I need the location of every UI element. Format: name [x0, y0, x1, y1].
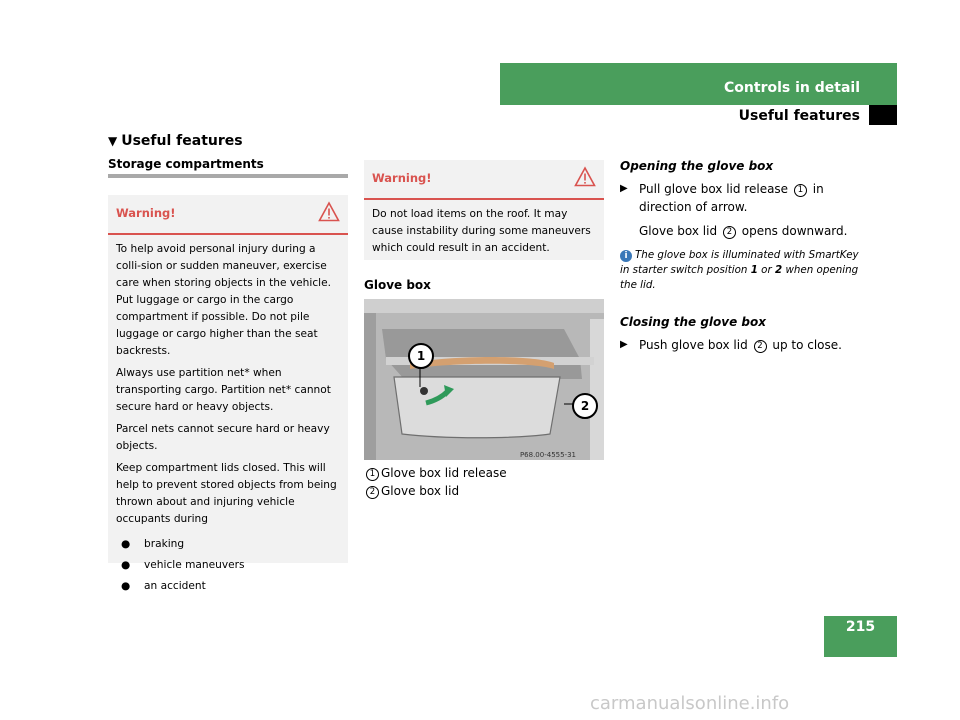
- list-item: ● vehicle maneuvers: [116, 557, 340, 574]
- heading-rule: [108, 174, 348, 178]
- opening-heading: Opening the glove box: [620, 159, 774, 173]
- opening-result: Glove box lid 2 opens downward.: [639, 224, 848, 238]
- callout-2: 2: [572, 393, 598, 419]
- closing-step: ▶ Push glove box lid 2 up to close.: [620, 338, 842, 352]
- warning-box-storage: [108, 195, 348, 592]
- bullet-icon: ●: [121, 559, 131, 571]
- warning-paragraph: Keep compartment lids closed. This will help to prevent stored objects from being thrown about and injuring vehicle occupants during: [116, 462, 337, 525]
- page-title: ▼ Useful features: [108, 133, 243, 149]
- glove-box-label: Glove box: [364, 278, 431, 292]
- page-number: 215: [845, 619, 876, 635]
- bullet-icon: ●: [121, 538, 131, 550]
- info-note: i The glove box is illuminated with SmartKey in starter switch position 1 or 2 when opening the lid.: [620, 249, 859, 291]
- warning-text: Do not load items on the roof. It may cause instability during some maneuvers which could result in an accident.: [372, 208, 591, 254]
- warning-paragraph: Parcel nets cannot secure hard or heavy objects.: [116, 423, 330, 452]
- step-arrow-icon: ▶: [620, 339, 628, 350]
- bullet-icon: ●: [121, 580, 131, 592]
- info-icon: i: [620, 250, 632, 262]
- chapter-title: Controls in detail: [724, 80, 860, 96]
- warning-triangle-icon: [318, 201, 340, 227]
- watermark: carmanualsonline.info: [590, 693, 790, 714]
- callout-1: 1: [408, 343, 434, 369]
- opening-step: ▶ Pull glove box lid release 1 in direction of arrow.: [620, 182, 824, 214]
- list-item: ● an accident: [116, 578, 340, 595]
- legend-item: 2 Glove box lid: [364, 482, 507, 500]
- header-marker: [869, 105, 897, 125]
- warning-triangle-icon: [574, 166, 596, 192]
- image-code: P68.00-4555-31: [519, 451, 576, 459]
- warning-label: Warning!: [372, 171, 432, 185]
- storage-heading: Storage compartments: [108, 157, 264, 171]
- step-arrow-icon: ▶: [620, 183, 628, 194]
- triangle-down-icon: ▼: [108, 134, 118, 148]
- warning-bullet-list: [116, 536, 340, 595]
- warning-box-roof: [364, 160, 604, 260]
- warning-paragraph: Always use partition net* when transporting cargo. Partition net* cannot secure hard or heavy objects.: [116, 367, 331, 413]
- warning-paragraph: To help avoid personal injury during a colli-sion or sudden maneuver, exercise care when storing objects in the vehicle. Put luggage or cargo in the cargo compartment if possible. Do not pile luggage or cargo higher than the seat backrests.: [116, 243, 331, 357]
- image-legend: [364, 464, 507, 500]
- warning-label: Warning!: [116, 206, 176, 220]
- list-item: ● braking: [116, 536, 340, 553]
- section-header: Useful features: [738, 108, 860, 124]
- legend-item: 1 Glove box lid release: [364, 464, 507, 482]
- closing-heading: Closing the glove box: [620, 315, 766, 329]
- glove-box-image: [364, 299, 604, 460]
